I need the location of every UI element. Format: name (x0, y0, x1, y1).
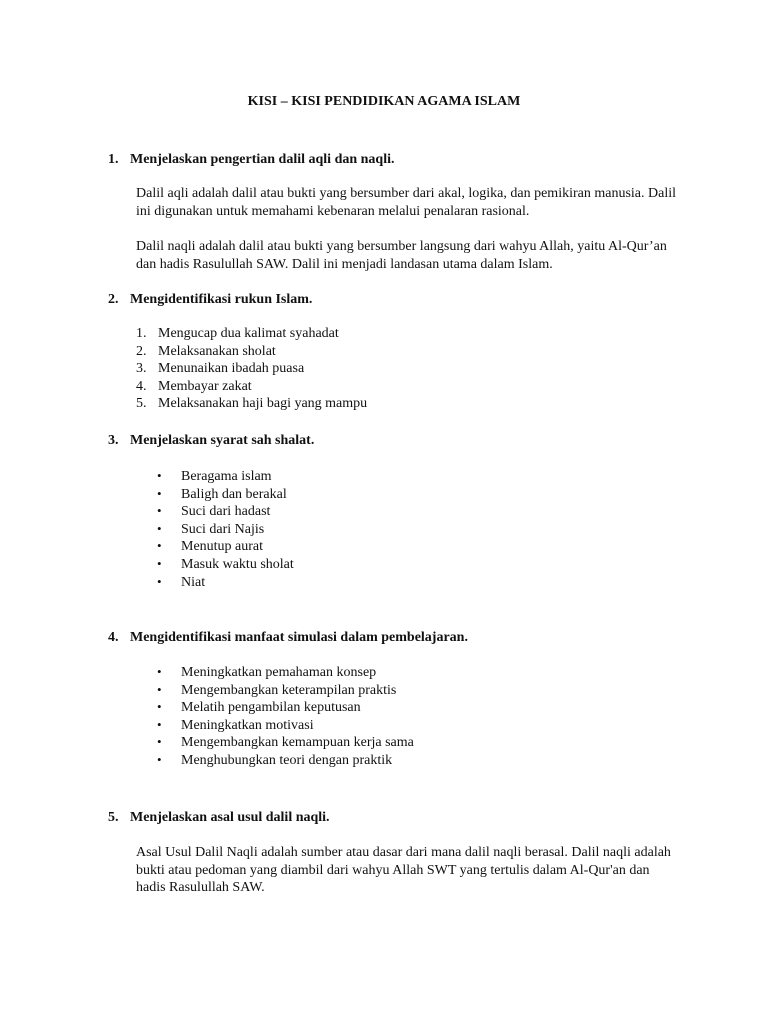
section-heading-text: Mengidentifikasi manfaat simulasi dalam pembelajaran. (130, 630, 468, 645)
list-item (157, 467, 294, 485)
list-item (157, 520, 294, 538)
list-item (157, 681, 414, 699)
list-item (136, 343, 367, 361)
item-text: Suci dari hadast (181, 504, 271, 520)
item-text: Beragama islam (181, 469, 272, 484)
list-item (136, 395, 367, 413)
document-title: KISI – KISI PENDIDIKAN AGAMA ISLAM (247, 94, 521, 109)
item-text: Menghubungkan teori dengan praktik (181, 752, 393, 768)
section-3-heading (108, 432, 314, 449)
list-item (157, 733, 414, 751)
manfaat-simulasi-list (157, 663, 414, 769)
item-number: 2. (136, 343, 147, 359)
bullet-icon: • (157, 520, 162, 536)
item-text: Melatih pengambilan keputusan (181, 700, 361, 716)
list-item (157, 663, 414, 681)
list-item (157, 573, 294, 591)
item-text: Meningkatkan pemahaman konsep (181, 665, 377, 680)
item-text: Melaksanakan haji bagi yang mampu (158, 396, 368, 412)
item-text: Baligh dan berakal (181, 486, 287, 502)
list-item (157, 716, 414, 734)
bullet-icon: • (157, 485, 162, 501)
item-text: Masuk waktu sholat (181, 556, 294, 572)
section-5-heading (108, 809, 330, 826)
bullet-icon: • (157, 716, 162, 732)
section-5-paragraph-1: Asal Usul Dalil Naqli adalah sumber atau dasar dari mana dalil naqli berasal. Dalil naqli adalah bukti atau pedoman yang diambil dari wahyu Allah SWT yang tertulis dalam Al-Qur'an dan hadis Rasulullah SAW. (136, 845, 671, 896)
list-item (157, 537, 294, 555)
item-text: Suci dari Najis (181, 521, 265, 537)
item-text: Meningkatkan motivasi (181, 717, 314, 733)
item-text: Mengembangkan kemampuan kerja sama (181, 735, 414, 751)
item-text: Mengembangkan keterampilan praktis (181, 682, 397, 698)
list-item (136, 360, 367, 378)
item-text: Mengucap dua kalimat syahadat (158, 326, 339, 341)
item-text: Melaksanakan sholat (158, 343, 276, 359)
list-item (157, 502, 294, 520)
bullet-icon: • (157, 555, 162, 571)
syarat-shalat-list (157, 467, 294, 590)
section-heading-text: Menjelaskan pengertian dalil aqli dan naqli. (130, 152, 395, 167)
item-number: 1. (136, 326, 147, 341)
list-item (157, 698, 414, 716)
item-text: Menutup aurat (181, 539, 264, 555)
section-1-heading (108, 151, 395, 168)
item-text: Membayar zakat (158, 378, 252, 394)
section-number: 2. (108, 292, 119, 307)
section-number: 5. (108, 810, 119, 825)
section-1-paragraph-1: Dalil aqli adalah dalil atau bukti yang bersumber dari akal, logika, dan pemikiran manusia. Dalil ini digunakan untuk memahami kebenaran melalui penalaran rasional. (136, 186, 676, 219)
section-2-heading (108, 291, 312, 308)
section-heading-text: Menjelaskan syarat sah shalat. (130, 433, 315, 448)
item-number: 3. (136, 361, 147, 377)
list-item (157, 555, 294, 573)
bullet-icon: • (157, 734, 162, 750)
item-number: 5. (136, 396, 147, 412)
item-text: Niat (181, 574, 206, 590)
bullet-icon: • (157, 699, 162, 715)
bullet-icon: • (157, 538, 162, 554)
item-number: 4. (136, 378, 147, 394)
item-text: Menunaikan ibadah puasa (158, 361, 305, 377)
section-heading-text: Mengidentifikasi rukun Islam. (130, 292, 313, 307)
bullet-icon: • (157, 664, 162, 679)
list-item (136, 378, 367, 396)
section-number: 1. (108, 152, 119, 167)
section-number: 4. (108, 630, 119, 645)
list-item (157, 485, 294, 503)
list-item (136, 325, 367, 343)
section-heading-text: Menjelaskan asal usul dalil naqli. (130, 810, 330, 825)
bullet-icon: • (157, 751, 162, 767)
section-4-heading (108, 629, 468, 646)
bullet-icon: • (157, 681, 162, 697)
section-1-paragraph-2: Dalil naqli adalah dalil atau bukti yang bersumber langsung dari wahyu Allah, yaitu Al-Qur’an dan hadis Rasulullah SAW. Dalil ini menjadi landasan utama dalam Islam. (136, 239, 667, 272)
rukun-islam-list (136, 325, 367, 413)
bullet-icon: • (157, 573, 162, 589)
bullet-icon: • (157, 503, 162, 519)
list-item (157, 751, 414, 769)
section-number: 3. (108, 433, 119, 448)
bullet-icon: • (157, 468, 162, 483)
